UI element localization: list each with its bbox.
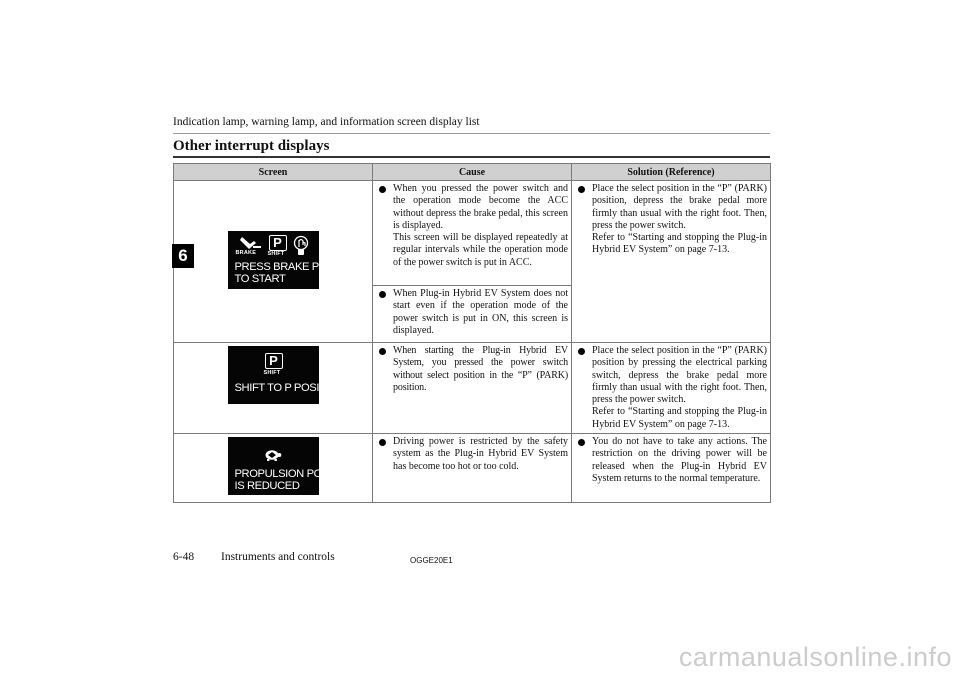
bullet-icon xyxy=(578,186,585,193)
column-header-screen: Screen xyxy=(174,164,373,181)
screen-message-line-1: PRESS BRAKE PEDAL xyxy=(234,261,347,273)
bullet-icon xyxy=(379,439,386,446)
cause-text: When starting the Plug-in Hybrid EV System, you pressed the power switch without select position in the “P” (PARK) position. xyxy=(373,343,571,396)
bullet-icon xyxy=(379,348,386,355)
solution-text: You do not have to take any actions. The restriction on the driving power will be released when the Plug-in Hybrid EV System returns to the normal temperature. xyxy=(572,434,770,487)
page-number: 6-48 xyxy=(173,551,195,563)
screen-cell xyxy=(174,343,373,434)
power-switch-icon xyxy=(293,234,309,256)
shift-label: SHIFT xyxy=(263,370,281,376)
header-divider xyxy=(173,133,770,134)
propulsion-power-reduced-screen xyxy=(228,437,347,495)
cause-cell xyxy=(373,343,572,434)
cause-cell xyxy=(373,286,572,343)
solution-cell xyxy=(572,434,771,503)
watermark: carmanualsonline.info xyxy=(678,642,952,672)
column-header-solution: Solution (Reference) xyxy=(572,164,771,181)
cause-text: Driving power is restricted by the safety system as the Plug-in Hybrid EV System has become too hot or too cold. xyxy=(373,434,571,475)
table-row xyxy=(174,181,771,286)
page-section-name: Instruments and controls xyxy=(221,551,335,563)
solution-text: Place the select position in the “P” (PARK) position, depress the brake pedal more firmly than usual with the right foot. Then, press the power switch. Refer to “Starting and stopping the Plug-in Hybrid EV System” on page 7-13. xyxy=(572,181,770,259)
bullet-icon xyxy=(379,186,386,193)
table-row xyxy=(174,434,771,503)
solution-text: Place the select position in the “P” (PARK) position by pressing the electrical parking switch, depress the brake pedal more firmly than usual with the right foot. Then, press the power switch. Refer to “Starting and stopping the Plug-in Hybrid EV System” on page 7-13. xyxy=(572,343,770,433)
p-position-icon: P xyxy=(269,235,287,251)
table-header-row xyxy=(174,164,771,181)
chapter-tab: 6 xyxy=(172,244,194,268)
interrupt-display-table xyxy=(173,163,771,503)
bullet-icon xyxy=(578,439,585,446)
section-title: Other interrupt displays xyxy=(173,138,330,154)
p-position-icon: P xyxy=(265,353,283,369)
shift-label: SHIFT xyxy=(267,251,285,257)
document-code: OGGE20E1 xyxy=(410,556,453,565)
brake-label: BRAKE xyxy=(235,250,257,256)
screen-message-line-1: PROPULSION POWER xyxy=(234,468,347,481)
foot-brake-icon xyxy=(237,235,263,251)
screen-message-line-2: IS REDUCED xyxy=(234,480,300,493)
press-brake-pedal-screen xyxy=(228,231,347,289)
turtle-icon xyxy=(264,448,282,462)
screen-cell xyxy=(174,434,373,503)
screen-message-line-2: TO START xyxy=(234,273,286,285)
shift-to-p-position-screen xyxy=(228,346,345,404)
solution-cell xyxy=(572,181,771,343)
screen-cell xyxy=(174,181,373,343)
cause-cell xyxy=(373,181,572,286)
column-header-cause: Cause xyxy=(373,164,572,181)
bullet-icon xyxy=(379,291,386,298)
cause-cell xyxy=(373,434,572,503)
screen-message-line-1: SHIFT TO P POSITION xyxy=(234,382,345,394)
bullet-icon xyxy=(578,348,585,355)
section-divider xyxy=(173,156,770,158)
cause-text: When Plug-in Hybrid EV System does not start even if the operation mode of the power switch is put in ON, this screen is displayed. xyxy=(373,286,571,339)
table-row xyxy=(174,343,771,434)
chapter-title: Indication lamp, warning lamp, and information screen display list xyxy=(173,116,480,128)
cause-text: When you pressed the power switch and the operation mode become the ACC without depress the brake pedal, this screen is displayed. This screen will be displayed repeatedly at regular intervals while the operation mode of the power switch is put in ACC. xyxy=(373,181,571,271)
solution-cell xyxy=(572,343,771,434)
